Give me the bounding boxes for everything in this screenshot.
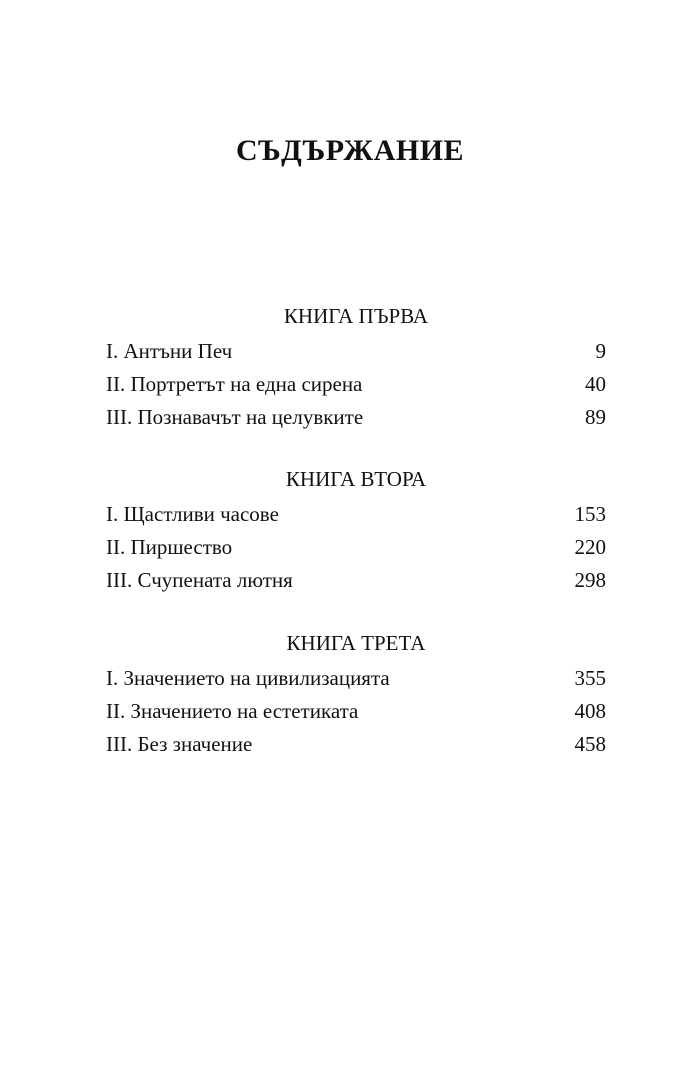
toc-entry bbox=[106, 695, 606, 728]
toc-entry-page: 458 bbox=[574, 732, 606, 756]
toc-entry-page: 220 bbox=[574, 535, 606, 559]
toc-entry-page: 89 bbox=[585, 405, 606, 429]
toc-section-book-3 bbox=[106, 628, 606, 761]
toc-entry bbox=[106, 531, 606, 564]
toc-entry bbox=[106, 498, 606, 531]
toc-entry-page: 355 bbox=[574, 666, 606, 690]
toc-entry bbox=[106, 728, 606, 761]
toc-entry bbox=[106, 401, 606, 434]
toc-entry bbox=[106, 368, 606, 401]
toc-entry-title: II. Значението на естетиката bbox=[106, 699, 359, 723]
toc-entry bbox=[106, 564, 606, 597]
toc-entry-page: 408 bbox=[574, 699, 606, 723]
toc-entry-title: II. Пиршество bbox=[106, 535, 233, 559]
toc-entry-title: I. Значението на цивилизацията bbox=[106, 666, 390, 690]
page-title: СЪДЪРЖАНИЕ bbox=[235, 134, 465, 167]
toc-entry bbox=[106, 662, 606, 695]
book-heading: КНИГА ПЪРВА bbox=[283, 304, 429, 328]
book-heading: КНИГА ВТОРА bbox=[285, 467, 427, 491]
book-heading: КНИГА ТРЕТА bbox=[286, 631, 426, 655]
toc-entry-page: 40 bbox=[585, 372, 606, 396]
toc-entry-title: I. Антъни Печ bbox=[106, 339, 233, 363]
toc-entry-page: 153 bbox=[574, 502, 606, 526]
toc-entry-title: III. Познавачът на целувките bbox=[106, 405, 364, 429]
toc-entry-title: II. Портретът на една сирена bbox=[106, 372, 363, 396]
toc-entry-title: III. Без значение bbox=[106, 732, 253, 756]
toc-entry-page: 9 bbox=[595, 339, 606, 363]
toc-section-book-2 bbox=[106, 464, 606, 597]
toc-entry-title: III. Счупената лютня bbox=[106, 568, 293, 592]
toc-entry-title: I. Щастливи часове bbox=[106, 502, 279, 526]
toc-entry-page: 298 bbox=[574, 568, 606, 592]
toc-section-book-1 bbox=[106, 301, 606, 434]
toc-entry bbox=[106, 335, 606, 368]
